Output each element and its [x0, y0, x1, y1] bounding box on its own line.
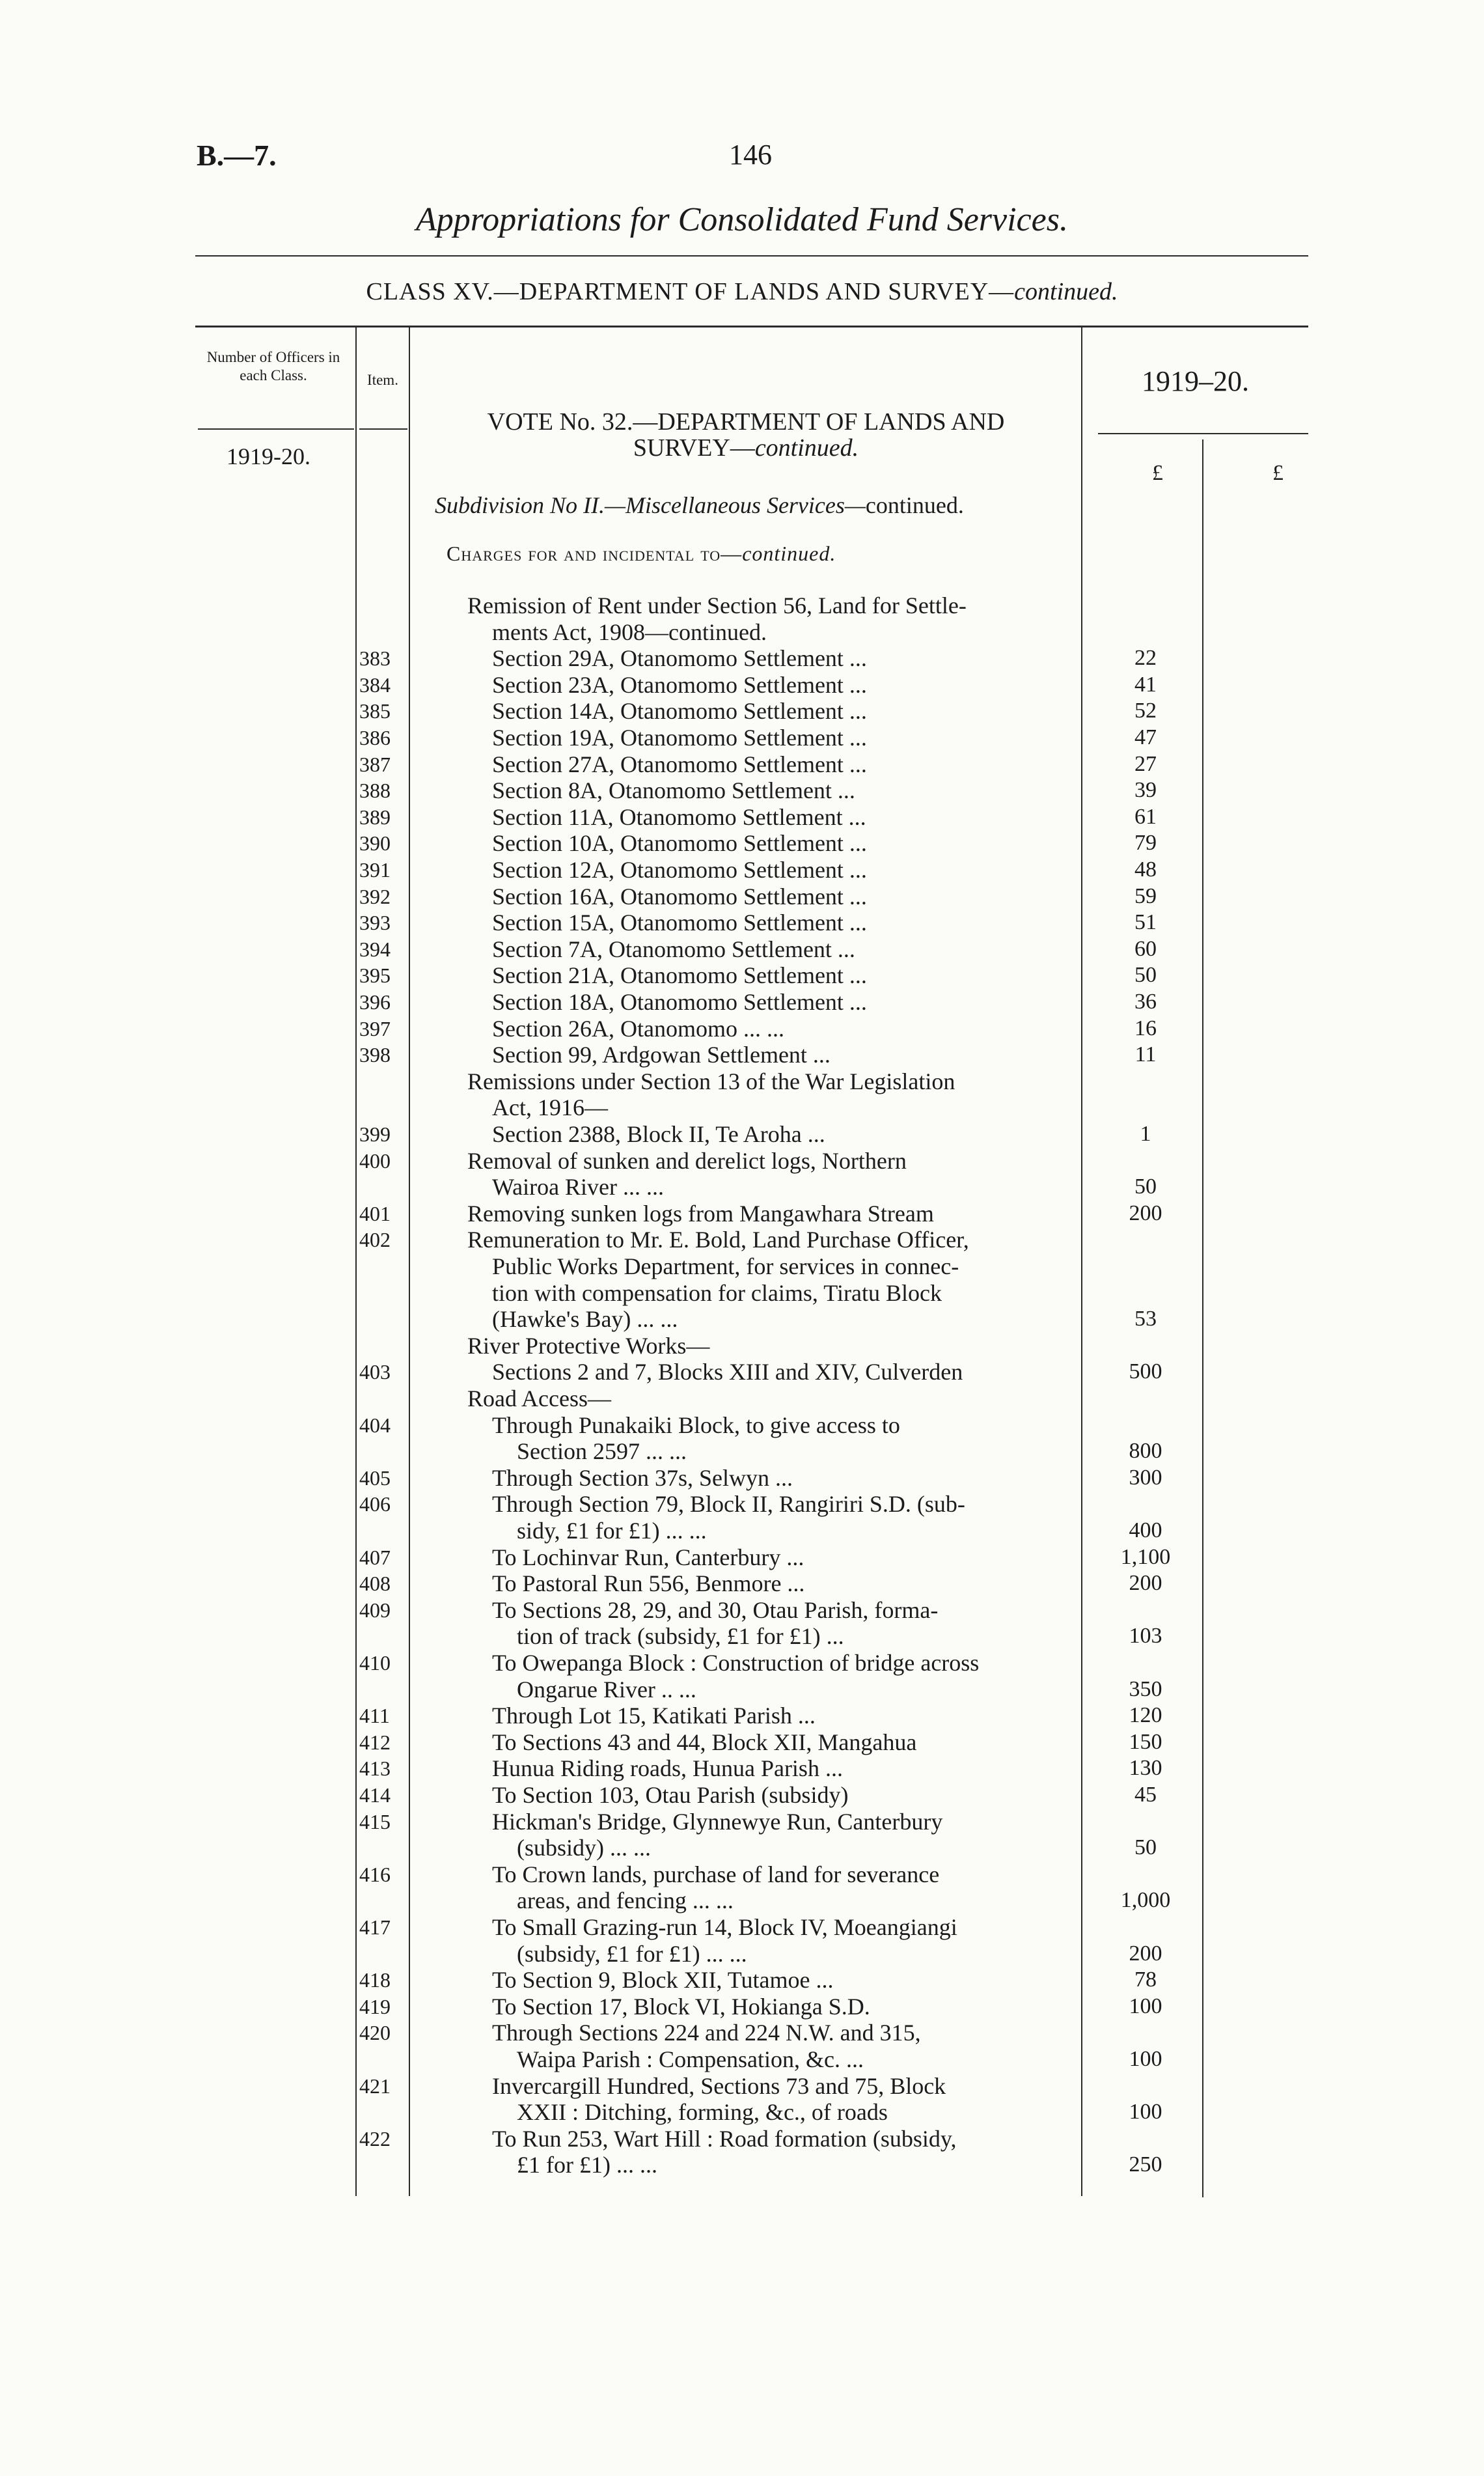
item-number: 414: [359, 1783, 391, 1807]
row-amount: 39: [1134, 778, 1157, 803]
item-number: 410: [359, 1651, 391, 1675]
row-amount: 100: [1129, 2047, 1162, 2071]
row-amount: 1,000: [1120, 1888, 1171, 1913]
document-reference: B.—7.: [197, 139, 277, 172]
row-description-line: (Hawke's Bay) ... ...: [492, 1306, 678, 1333]
row-description-line: Section 26A, Otanomomo ... ...: [492, 1015, 784, 1042]
row-description-line: To Small Grazing-run 14, Block IV, Moeangiangi: [492, 1914, 957, 1940]
item-number: 396: [359, 990, 391, 1014]
row-description-line: Remission of Rent under Section 56, Land for Settle-: [467, 592, 967, 619]
item-number: 416: [359, 1862, 391, 1886]
row-amount: 53: [1134, 1307, 1157, 1331]
row-description-line: Invercargill Hundred, Sections 73 and 75, Block: [492, 2072, 946, 2099]
row-amount: 100: [1129, 1994, 1162, 2018]
row-description-line: To Pastoral Run 556, Benmore ...: [492, 1570, 805, 1597]
row-description-line: sidy, £1 for £1) ... ...: [517, 1518, 707, 1544]
row-amount: 50: [1134, 963, 1157, 988]
row-description-line: Through Section 79, Block II, Rangiriri S.D. (sub-: [492, 1491, 965, 1518]
officers-column-rule: [355, 327, 357, 2196]
row-description-line: To Sections 43 and 44, Block XII, Mangahua: [492, 1729, 917, 1755]
row-description-line: Act, 1916—: [492, 1094, 608, 1121]
row-description-line: Section 18A, Otanomomo Settlement ...: [492, 989, 867, 1015]
row-description-line: Removing sunken logs from Mangawhara Stream: [467, 1200, 934, 1227]
row-description-line: Section 23A, Otanomomo Settlement ...: [492, 671, 867, 698]
table-top-rule: [195, 326, 1308, 327]
row-amount: 400: [1129, 1518, 1162, 1542]
row-description-line: Section 11A, Otanomomo Settlement ...: [492, 803, 866, 830]
row-description-line: River Protective Works—: [467, 1332, 710, 1359]
item-number: 398: [359, 1043, 391, 1067]
row-amount: 500: [1129, 1359, 1162, 1384]
row-amount: 52: [1134, 699, 1157, 723]
row-amount: 61: [1134, 804, 1157, 829]
amount-year-header: 1919–20.: [1142, 365, 1249, 397]
item-column-rule: [409, 327, 410, 2196]
row-description-line: ments Act, 1908—continued.: [492, 619, 767, 645]
item-number: 401: [359, 1201, 391, 1225]
item-number: 388: [359, 779, 391, 803]
row-amount: 300: [1129, 1465, 1162, 1490]
row-amount: 50: [1134, 1835, 1157, 1860]
row-description-line: tion with compensation for claims, Tiratu Block: [492, 1279, 942, 1306]
row-description-line: £1 for £1) ... ...: [517, 2152, 657, 2178]
row-amount: 59: [1134, 883, 1157, 908]
item-number: 422: [359, 2126, 391, 2150]
row-amount: 120: [1129, 1703, 1162, 1728]
item-number: 405: [359, 1466, 391, 1490]
row-amount: 79: [1134, 831, 1157, 855]
row-description-line: Section 16A, Otanomomo Settlement ...: [492, 883, 867, 910]
item-number: 385: [359, 699, 391, 723]
title-rule: [195, 255, 1308, 257]
charges-heading: Charges for and incidental to—continued.: [447, 542, 836, 565]
row-description-line: Section 2388, Block II, Te Aroha ...: [492, 1121, 825, 1147]
amount-column-rule: [1202, 439, 1203, 2197]
item-number: 389: [359, 805, 391, 829]
page-number: 146: [729, 139, 772, 171]
item-number: 392: [359, 884, 391, 908]
row-description-line: To Section 17, Block VI, Hokianga S.D.: [492, 1993, 870, 2020]
row-description-line: XXII : Ditching, forming, &c., of roads: [517, 2099, 888, 2126]
item-number: 418: [359, 1968, 391, 1992]
row-amount: 200: [1129, 1941, 1162, 1966]
row-description-line: To Crown lands, purchase of land for severance: [492, 1861, 940, 1887]
row-amount: 60: [1134, 936, 1157, 961]
row-description-line: Road Access—: [467, 1385, 611, 1412]
item-number: 394: [359, 937, 391, 961]
row-amount: 16: [1134, 1016, 1157, 1040]
row-amount: 36: [1134, 990, 1157, 1014]
row-description-line: Wairoa River ... ...: [492, 1174, 665, 1201]
row-amount: 41: [1134, 672, 1157, 697]
item-number: 419: [359, 1994, 391, 2018]
row-description-line: areas, and fencing ... ...: [517, 1887, 734, 1914]
row-description-line: To Sections 28, 29, and 30, Otau Parish, forma-: [492, 1596, 939, 1623]
item-number: 386: [359, 726, 391, 749]
item-number: 406: [359, 1492, 391, 1516]
row-amount: 130: [1129, 1756, 1162, 1781]
row-amount: 48: [1134, 857, 1157, 882]
row-description-line: tion of track (subsidy, £1 for £1) ...: [517, 1623, 844, 1650]
row-description-line: Through Sections 224 and 224 N.W. and 315,: [492, 2020, 921, 2046]
item-number: 403: [359, 1360, 391, 1384]
row-description-line: Section 29A, Otanomomo Settlement ...: [492, 645, 867, 672]
item-number: 383: [359, 647, 391, 671]
item-number: 399: [359, 1122, 391, 1146]
row-amount: 200: [1129, 1201, 1162, 1225]
item-number: 395: [359, 964, 391, 988]
item-number: 413: [359, 1757, 391, 1781]
row-amount: 51: [1134, 910, 1157, 935]
vote-heading: VOTE No. 32.—DEPARTMENT OF LANDS AND SURVEY—continued.: [487, 408, 1005, 462]
officers-header-rule: [198, 428, 354, 430]
year-header-rule: [1098, 433, 1308, 434]
row-description-line: Hickman's Bridge, Glynnewye Run, Canterbury: [492, 1808, 943, 1835]
row-amount: 100: [1129, 2100, 1162, 2124]
row-amount: 200: [1129, 1571, 1162, 1596]
item-number: 384: [359, 673, 391, 697]
row-description-line: Section 10A, Otanomomo Settlement ...: [492, 830, 867, 857]
row-description-line: (subsidy) ... ...: [517, 1835, 651, 1861]
row-amount: 50: [1134, 1175, 1157, 1199]
row-description-line: Section 7A, Otanomomo Settlement ...: [492, 936, 855, 962]
officers-column-header: Number of Officers in each Class.: [206, 349, 340, 383]
row-amount: 45: [1134, 1783, 1157, 1807]
row-description-line: Section 8A, Otanomomo Settlement ...: [492, 777, 855, 804]
item-number: 407: [359, 1545, 391, 1569]
item-number: 412: [359, 1730, 391, 1754]
row-amount: 78: [1134, 1968, 1157, 1992]
row-amount: 11: [1134, 1042, 1157, 1067]
row-amount: 47: [1134, 725, 1157, 749]
row-amount: 103: [1129, 1624, 1162, 1648]
row-description-line: Remuneration to Mr. E. Bold, Land Purchase Officer,: [467, 1227, 969, 1253]
row-description-line: Section 12A, Otanomomo Settlement ...: [492, 857, 867, 883]
item-number: 390: [359, 831, 391, 855]
row-description-line: To Section 9, Block XII, Tutamoe ...: [492, 1967, 834, 1994]
row-description-line: Section 2597 ... ...: [517, 1438, 687, 1465]
row-amount: 1: [1140, 1122, 1151, 1146]
item-number: 411: [359, 1704, 390, 1728]
row-description-line: Ongarue River .. ...: [517, 1676, 696, 1703]
row-description-line: To Owepanga Block : Construction of bridge across: [492, 1650, 980, 1676]
row-amount: 27: [1134, 751, 1157, 776]
item-number: 409: [359, 1598, 391, 1622]
item-header-rule: [359, 428, 407, 430]
row-description-line: Hunua Riding roads, Hunua Parish ...: [492, 1755, 843, 1782]
item-number: 402: [359, 1228, 391, 1252]
row-description-line: To Lochinvar Run, Canterbury ...: [492, 1544, 804, 1570]
row-description-line: Public Works Department, for services in connec-: [492, 1253, 959, 1279]
item-number: 417: [359, 1915, 391, 1939]
row-amount: 350: [1129, 1676, 1162, 1701]
row-description-line: Waipa Parish : Compensation, &c. ...: [517, 2046, 864, 2072]
row-description-line: To Section 103, Otau Parish (subsidy): [492, 1782, 849, 1808]
row-description-line: Through Punakaiki Block, to give access to: [492, 1412, 900, 1438]
row-description-line: Section 99, Ardgowan Settlement ...: [492, 1042, 831, 1068]
row-amount: 1,100: [1120, 1544, 1171, 1569]
row-description-line: Through Section 37s, Selwyn ...: [492, 1464, 793, 1491]
item-number: 421: [359, 2074, 391, 2098]
item-number: 400: [359, 1148, 391, 1173]
row-description-line: (subsidy, £1 for £1) ... ...: [517, 1940, 747, 1967]
item-number: 404: [359, 1413, 391, 1437]
item-number: 393: [359, 911, 391, 935]
row-amount: 800: [1129, 1439, 1162, 1464]
pound-sign-right: £: [1272, 461, 1284, 485]
page-title: Appropriations for Consolidated Fund Services.: [416, 201, 1068, 238]
item-number: 420: [359, 2021, 391, 2045]
item-column-header: Item.: [367, 372, 398, 388]
item-number: 397: [359, 1016, 391, 1040]
row-description-line: Section 19A, Otanomomo Settlement ...: [492, 725, 867, 751]
pound-sign-left: £: [1152, 461, 1163, 485]
row-amount: 250: [1129, 2152, 1162, 2177]
row-description-line: To Run 253, Wart Hill : Road formation (subsidy,: [492, 2125, 957, 2152]
row-description-line: Removal of sunken and derelict logs, Northern: [467, 1147, 907, 1174]
class-heading: CLASS XV.—DEPARTMENT OF LANDS AND SURVEY—continued.: [366, 278, 1118, 305]
row-amount: 150: [1129, 1729, 1162, 1754]
row-description-line: Remissions under Section 13 of the War Legislation: [467, 1068, 955, 1094]
row-description-line: Section 21A, Otanomomo Settlement ...: [492, 962, 867, 989]
row-description-line: Section 27A, Otanomomo Settlement ...: [492, 751, 867, 777]
subdivision-heading: Subdivision No II.—Miscellaneous Services—continued.: [435, 492, 964, 518]
item-number: 408: [359, 1572, 391, 1596]
row-description-line: Sections 2 and 7, Blocks XIII and XIV, Culverden: [492, 1359, 963, 1385]
row-amount: 22: [1134, 646, 1157, 671]
item-number: 391: [359, 858, 391, 882]
row-description-line: Through Lot 15, Katikati Parish ...: [492, 1703, 816, 1729]
item-number: 415: [359, 1809, 391, 1833]
item-number: 387: [359, 752, 391, 776]
officers-year: 1919-20.: [227, 443, 310, 469]
row-description-line: Section 15A, Otanomomo Settlement ...: [492, 910, 867, 936]
row-description-line: Section 14A, Otanomomo Settlement ...: [492, 698, 867, 725]
